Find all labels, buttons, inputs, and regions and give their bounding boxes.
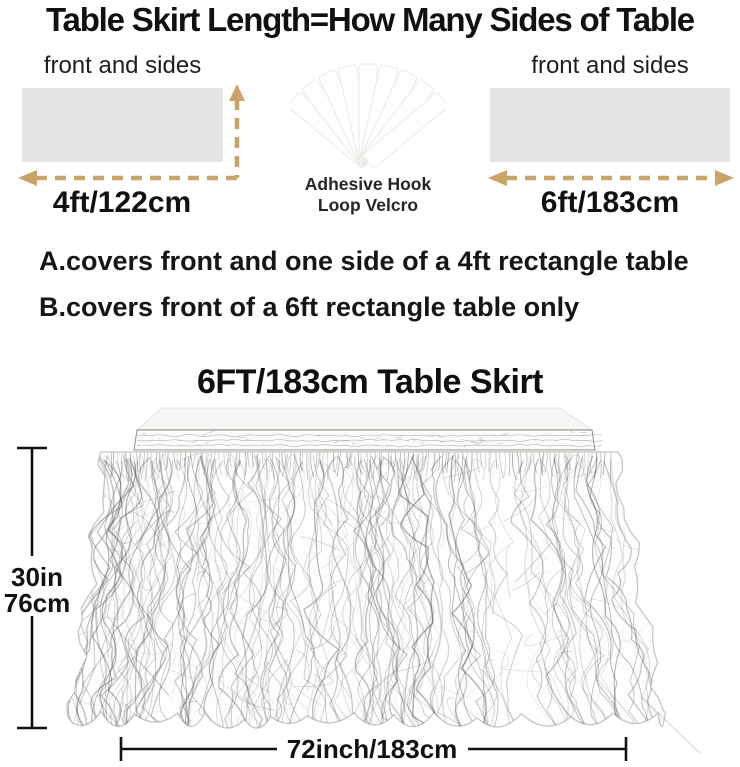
skirt-section-heading: 6FT/183cm Table Skirt: [196, 363, 544, 401]
page-title: Table Skirt Length=How Many Sides of Table: [46, 1, 694, 38]
left-swatch-caption: front and sides: [43, 52, 202, 79]
arrow-up-icon: [229, 84, 245, 101]
arrow-left-icon: [18, 170, 37, 186]
note-line-a: A.covers front and one side of a 4ft rectangle table: [39, 246, 689, 276]
height-dimension-line: [4, 448, 71, 728]
velcro-caption: [282, 174, 454, 216]
velcro-fan-image: [290, 54, 446, 170]
table-top: [137, 408, 592, 430]
right-swatch-caption: front and sides: [531, 52, 689, 79]
arrow-left-icon: [488, 170, 507, 186]
table-skirt-illustration: [0, 397, 740, 767]
right-dimension-label: 6ft/183cm: [540, 186, 680, 219]
height-label-inches: 30in: [10, 562, 64, 592]
note-line-b: B.covers front of a 6ft rectangle table only: [39, 292, 580, 322]
velcro-strips: [290, 64, 446, 169]
width-dimension-line: [121, 734, 626, 764]
stray-tulle-thread: [642, 697, 700, 753]
tulle-skirt: [57, 452, 686, 767]
velcro-caption-line2: Loop Velcro: [317, 195, 419, 215]
velcro-caption-line1: Adhesive Hook: [304, 174, 432, 194]
width-label: 72inch/183cm: [286, 734, 458, 764]
height-label-cm: 76cm: [3, 588, 71, 618]
left-dimension-arrows: [10, 82, 254, 198]
right-fabric-swatch: [490, 88, 730, 162]
left-dimension-label: 4ft/122cm: [52, 186, 192, 219]
arrow-right-icon: [715, 170, 734, 186]
